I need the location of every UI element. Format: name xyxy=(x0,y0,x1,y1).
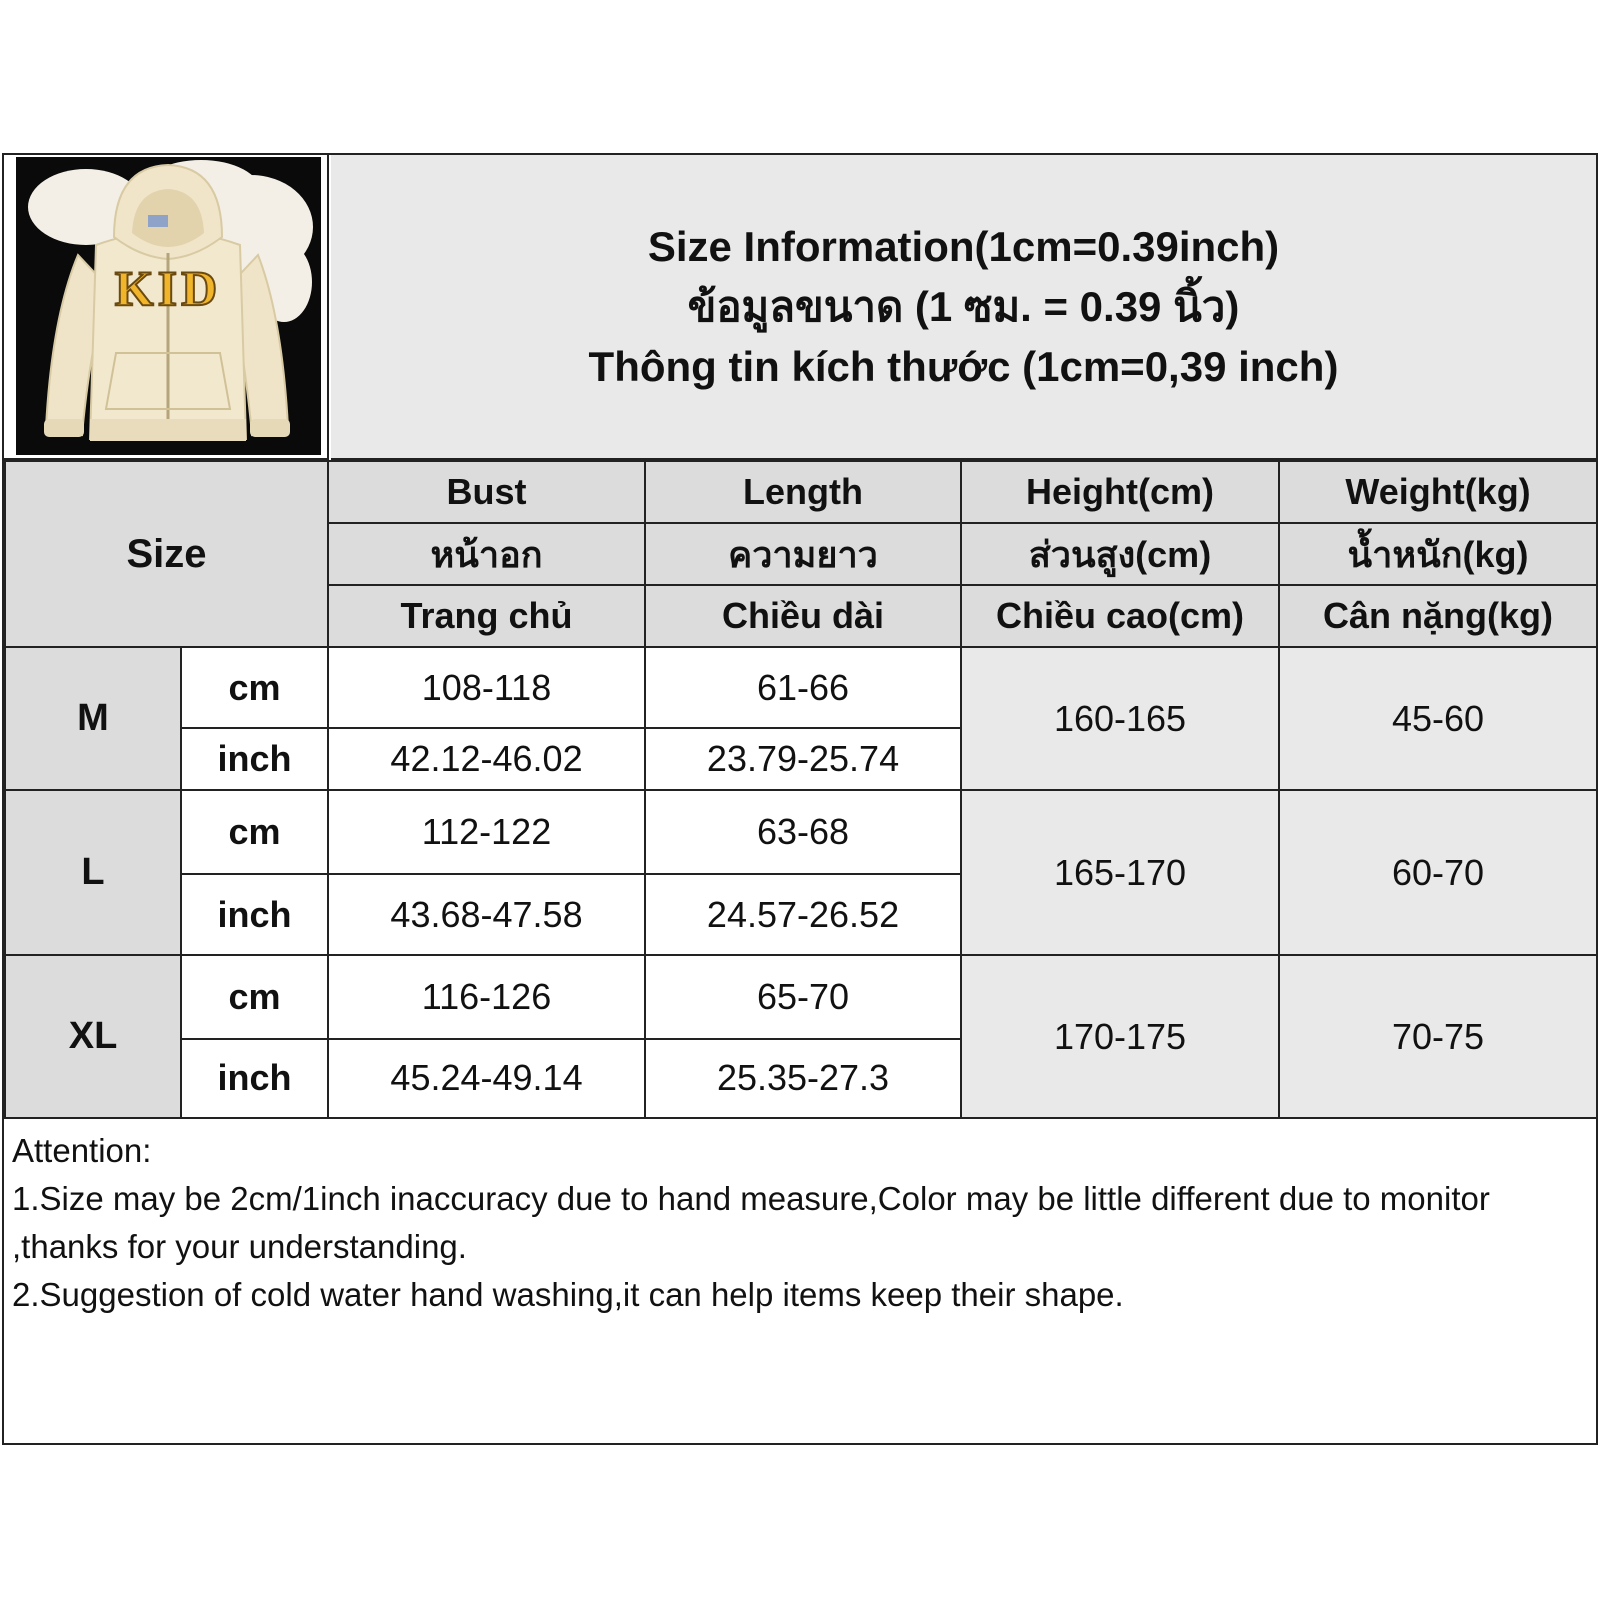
title-thai: ข้อมูลขนาด (1 ซม. = 0.39 นิ้ว) xyxy=(687,282,1240,330)
col-weight-vi: Cân nặng(kg) xyxy=(1279,585,1597,647)
size-info-title xyxy=(331,155,1596,460)
unit-cm: cm xyxy=(181,955,328,1038)
col-weight-th: น้ำหนัก(kg) xyxy=(1279,523,1597,585)
col-length-th: ความยาว xyxy=(645,523,961,585)
size-label-xl: XL xyxy=(5,955,181,1118)
height-l: 165-170 xyxy=(961,790,1279,955)
length-inch-l: 24.57-26.52 xyxy=(645,874,961,955)
length-inch-xl: 25.35-27.3 xyxy=(645,1039,961,1118)
length-cm-m: 61-66 xyxy=(645,647,961,728)
unit-inch: inch xyxy=(181,874,328,955)
length-cm-xl: 65-70 xyxy=(645,955,961,1038)
bust-cm-l: 112-122 xyxy=(328,790,645,873)
col-bust-vi: Trang chủ xyxy=(328,585,645,647)
bust-cm-m: 108-118 xyxy=(328,647,645,728)
product-photo-cell xyxy=(4,155,329,460)
size-label-l: L xyxy=(5,790,181,955)
col-height-en: Height(cm) xyxy=(961,461,1279,523)
attention-note-1: 1.Size may be 2cm/1inch inaccuracy due to hand measure,Color may be little different due to monitor ,thanks for your understanding. xyxy=(12,1180,1490,1265)
unit-cm: cm xyxy=(181,647,328,728)
hoodie-illustration xyxy=(16,157,321,455)
length-cm-l: 63-68 xyxy=(645,790,961,873)
col-weight-en: Weight(kg) xyxy=(1279,461,1597,523)
unit-inch: inch xyxy=(181,728,328,790)
attention-heading: Attention: xyxy=(12,1132,152,1169)
title-vietnamese: Thông tin kích thước (1cm=0,39 inch) xyxy=(588,342,1339,390)
col-length-vi: Chiều dài xyxy=(645,585,961,647)
size-chart-sheet xyxy=(2,153,1598,1445)
bust-inch-m: 42.12-46.02 xyxy=(328,728,645,790)
bust-cm-xl: 116-126 xyxy=(328,955,645,1038)
attention-note-2: 2.Suggestion of cold water hand washing,it can help items keep their shape. xyxy=(12,1276,1124,1313)
kid-print: KID xyxy=(114,260,222,316)
weight-m: 45-60 xyxy=(1279,647,1597,790)
bust-inch-l: 43.68-47.58 xyxy=(328,874,645,955)
size-table xyxy=(4,460,1598,1119)
bust-inch-xl: 45.24-49.14 xyxy=(328,1039,645,1118)
col-bust-th: หน้าอก xyxy=(328,523,645,585)
col-height-th: ส่วนสูง(cm) xyxy=(961,523,1279,585)
size-header: Size xyxy=(5,461,328,647)
height-m: 160-165 xyxy=(961,647,1279,790)
unit-inch: inch xyxy=(181,1039,328,1118)
col-height-vi: Chiều cao(cm) xyxy=(961,585,1279,647)
length-inch-m: 23.79-25.74 xyxy=(645,728,961,790)
weight-l: 60-70 xyxy=(1279,790,1597,955)
col-length-en: Length xyxy=(645,461,961,523)
product-photo xyxy=(16,157,321,455)
height-xl: 170-175 xyxy=(961,955,1279,1118)
title-english: Size Information(1cm=0.39inch) xyxy=(647,222,1280,270)
col-bust-en: Bust xyxy=(328,461,645,523)
weight-xl: 70-75 xyxy=(1279,955,1597,1118)
unit-cm: cm xyxy=(181,790,328,873)
size-label-m: M xyxy=(5,647,181,790)
attention-notes xyxy=(4,1121,1596,1325)
